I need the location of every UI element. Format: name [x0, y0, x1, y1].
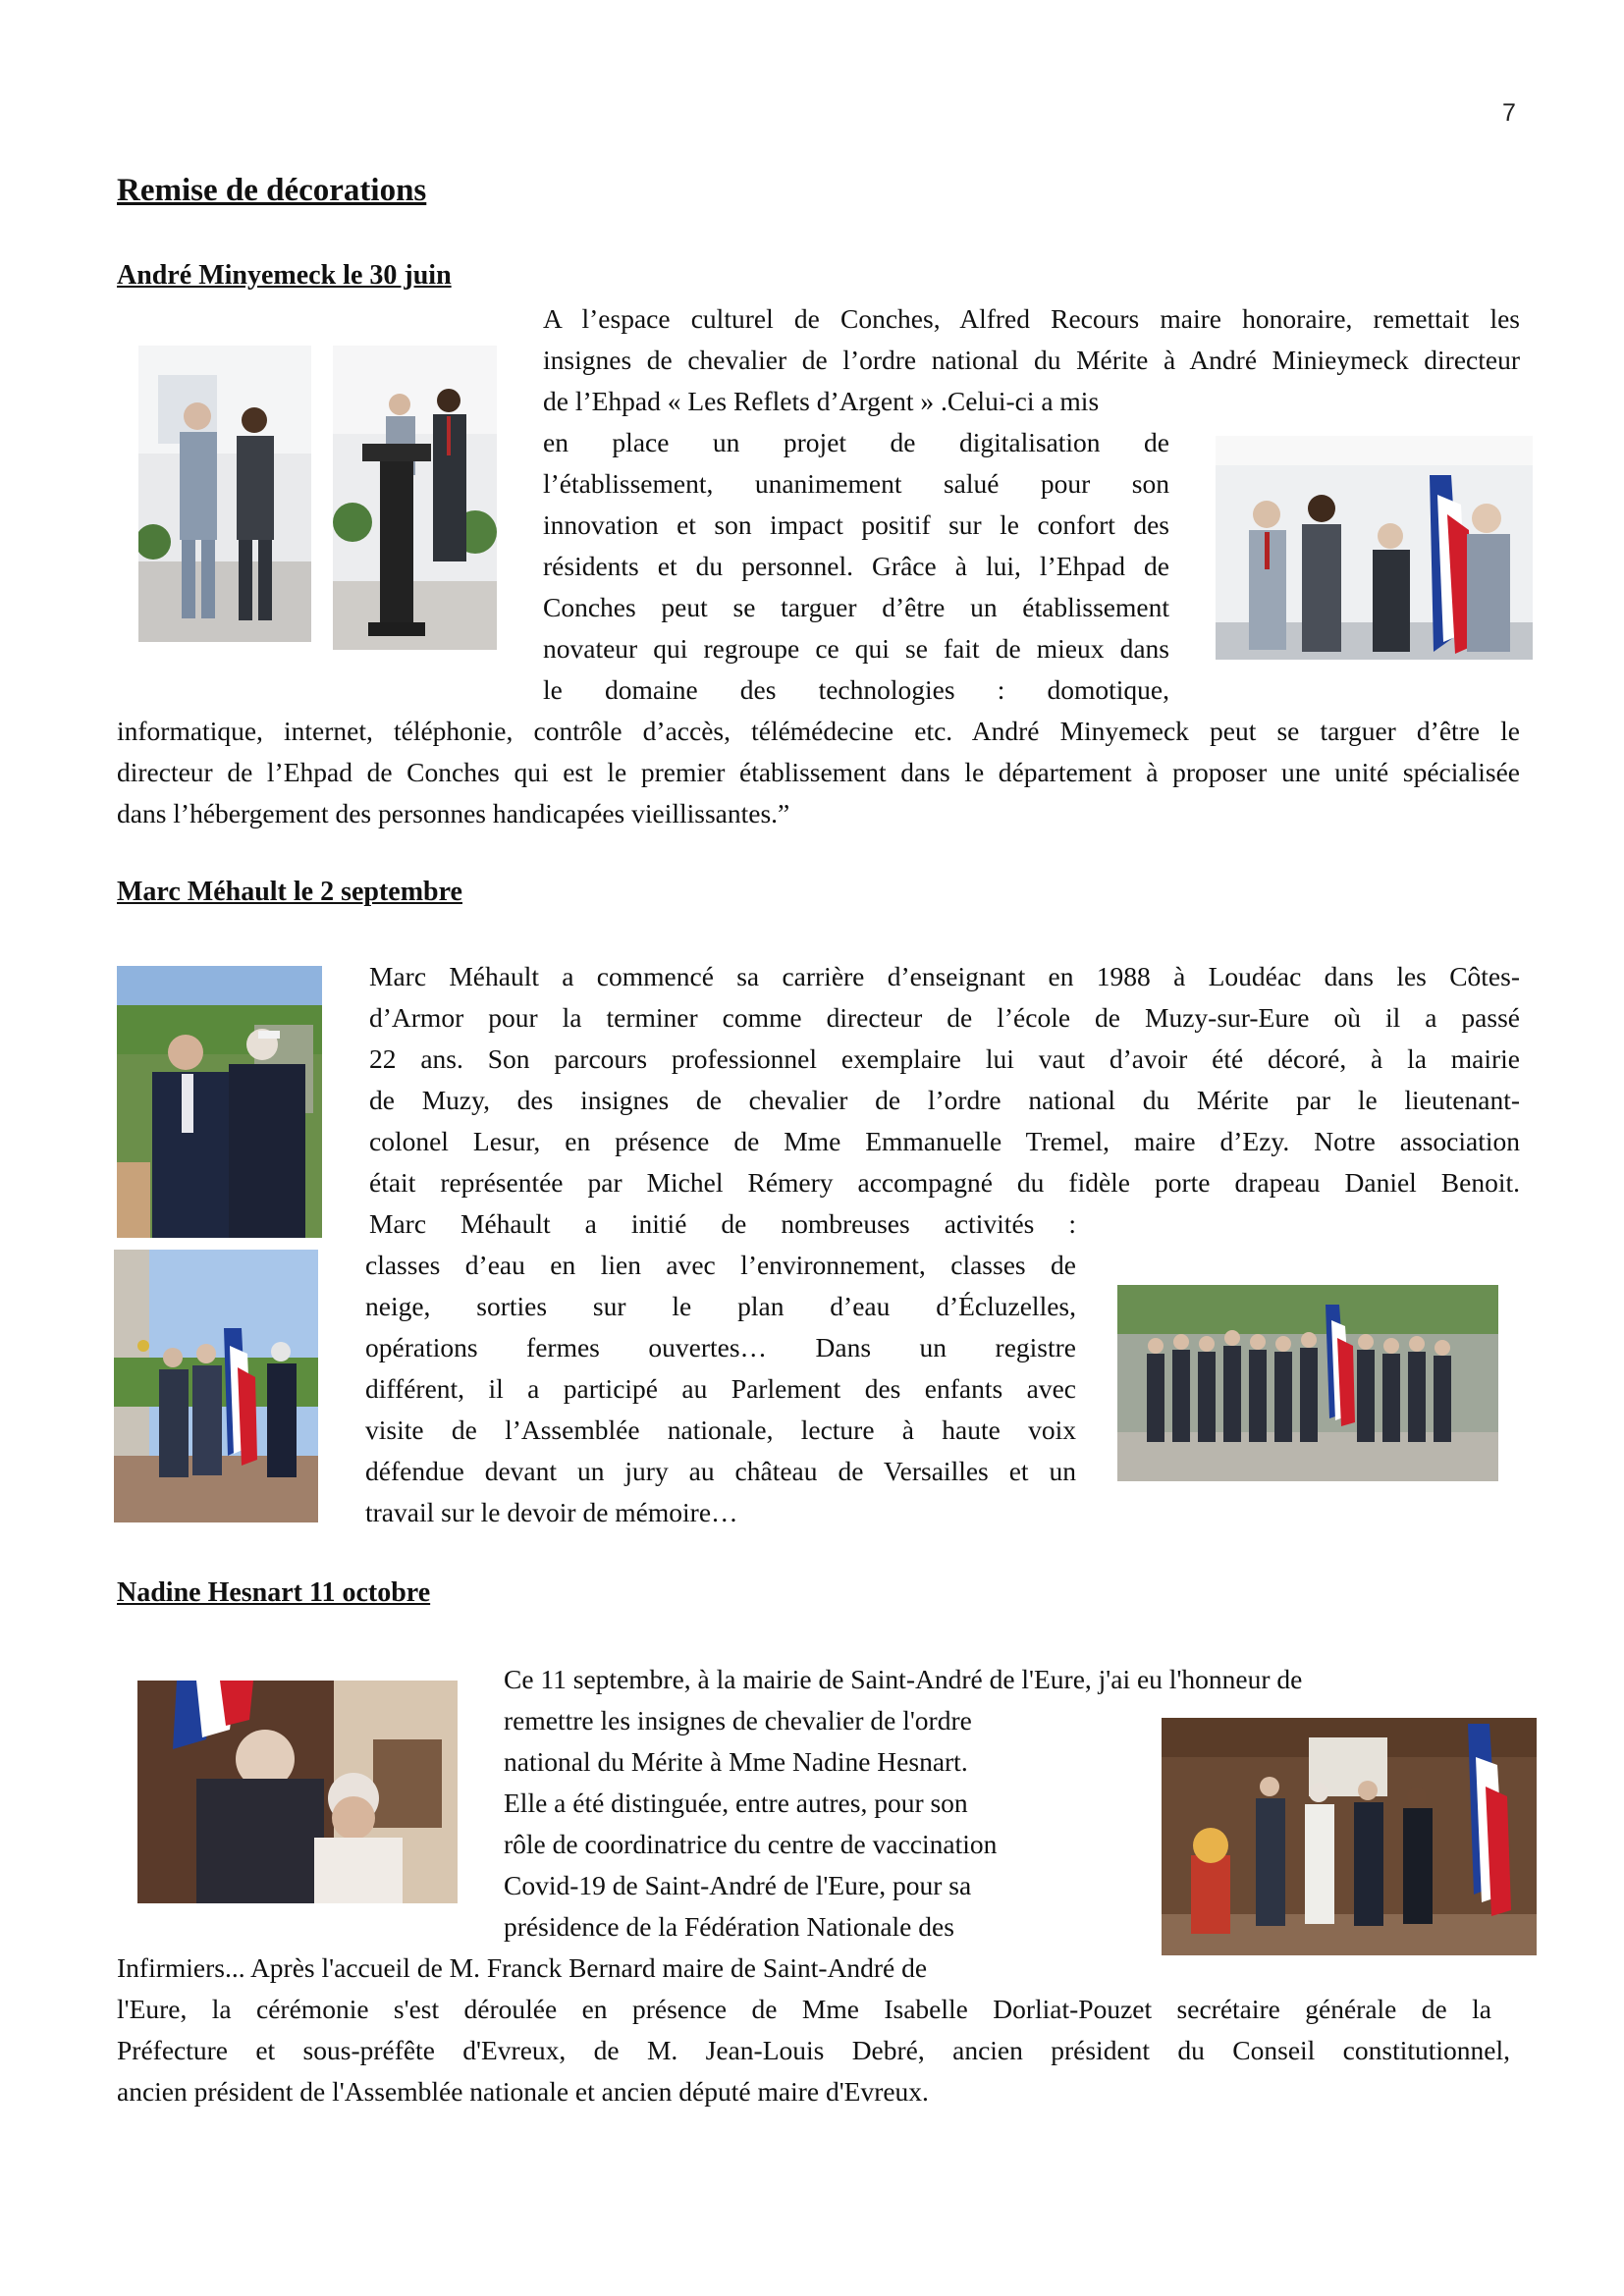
- text-line: visite de l’Assemblée nationale, lecture à haute voix: [365, 1415, 1076, 1445]
- text-line: l’établissement, unanimement salué pour son: [543, 468, 1169, 499]
- text-line: dans l’hébergement des personnes handicapées vieillissantes.”: [117, 798, 790, 828]
- text-line: Covid-19 de Saint-André de l'Eure, pour sa: [504, 1870, 972, 1900]
- photo-large-group: [1117, 1236, 1498, 1481]
- text-line: défendue devant un jury au château de Versailles et un: [365, 1456, 1076, 1486]
- text-line: rôle de coordinatrice du centre de vaccination: [504, 1829, 998, 1859]
- text-line: A l’espace culturel de Conches, Alfred Recours maire honoraire, remettait les: [543, 303, 1520, 334]
- photo-indoor-group-flag: [1162, 1718, 1537, 1955]
- section-heading-mehault: Marc Méhault le 2 septembre: [117, 877, 462, 907]
- text-line: en place un projet de digitalisation de: [543, 427, 1169, 457]
- photo-group-with-flag: [1216, 436, 1533, 660]
- text-line: travail sur le devoir de mémoire…: [365, 1497, 738, 1527]
- text-line: Préfecture et sous-préfête d'Evreux, de M. Jean-Louis Debré, ancien président du Conseil constitutionnel,: [117, 2035, 1510, 2065]
- text-line: ancien président de l'Assemblée nationale et ancien député maire d'Evreux.: [117, 2076, 929, 2107]
- text-line: innovation et son impact positif sur le confort des: [543, 509, 1169, 540]
- text-line: d’Armor pour la terminer comme directeur de l’école de Muzy-sur-Eure où il a passé: [369, 1002, 1520, 1033]
- text-line: l'Eure, la cérémonie s'est déroulée en présence de Mme Isabelle Dorliat-Pouzet secrétaire générale de la: [117, 1994, 1491, 2024]
- text-line: présidence de la Fédération Nationale des: [504, 1911, 954, 1942]
- page-number: 7: [1502, 99, 1516, 127]
- photo-outdoor-decoration: [117, 966, 322, 1238]
- text-line: neige, sorties sur le plan d’eau d’Écluzelles,: [365, 1291, 1076, 1321]
- text-line: était représentée par Michel Rémery accompagné du fidèle porte drapeau Daniel Benoit.: [369, 1167, 1520, 1198]
- text-line: national du Mérite à Mme Nadine Hesnart.: [504, 1746, 968, 1777]
- text-line: novateur qui regroupe ce qui se fait de mieux dans: [543, 633, 1169, 664]
- photo-lectern-speech: [333, 346, 497, 650]
- text-line: 22 ans. Son parcours professionnel exemplaire lui vaut d’avoir été décoré, à la mairie: [369, 1043, 1520, 1074]
- text-line: classes d’eau en lien avec l’environnement, classes de: [365, 1250, 1076, 1280]
- text-line: résidents et du personnel. Grâce à lui, l’Ehpad de: [543, 551, 1169, 581]
- text-line: informatique, internet, téléphonie, contrôle d’accès, télémédecine etc. André Minyemeck peut se targuer d’être le: [117, 716, 1520, 746]
- section-heading-hesnart: Nadine Hesnart 11 octobre: [117, 1577, 431, 1608]
- text-line: Marc Méhault a commencé sa carrière d’enseignant en 1988 à Loudéac dans les Côtes-: [369, 961, 1520, 991]
- photo-medal-pinning: [137, 1681, 458, 1903]
- text-line: le domaine des technologies : domotique,: [543, 674, 1169, 705]
- text-line: Conches peut se targuer d’être un établissement: [543, 592, 1169, 622]
- text-line: de l’Ehpad « Les Reflets d’Argent » .Celui-ci a mis: [543, 386, 1100, 416]
- photo-medal-ceremony-1: [138, 346, 311, 642]
- text-line: remettre les insignes de chevalier de l'ordre: [504, 1705, 972, 1735]
- text-line: Ce 11 septembre, à la mairie de Saint-André de l'Eure, j'ai eu l'honneur de: [504, 1664, 1303, 1694]
- text-line: insignes de chevalier de l’ordre national du Mérite à André Minieymeck directeur: [543, 345, 1520, 375]
- text-line: colonel Lesur, en présence de Mme Emmanuelle Tremel, maire d’Ezy. Notre association: [369, 1126, 1520, 1156]
- text-line: Infirmiers... Après l'accueil de M. Franck Bernard maire de Saint-André de: [117, 1952, 928, 1983]
- text-line: directeur de l’Ehpad de Conches qui est le premier établissement dans le département à proposer une unité spécialisée: [117, 757, 1520, 787]
- text-line: différent, il a participé au Parlement des enfants avec: [365, 1373, 1076, 1404]
- section-heading-minyemeck: André Minyemeck le 30 juin: [117, 260, 452, 291]
- text-line: Marc Méhault a initié de nombreuses activités :: [369, 1208, 1076, 1239]
- photo-terrace-flag-group: [114, 1250, 318, 1522]
- text-line: Elle a été distinguée, entre autres, pour son: [504, 1788, 968, 1818]
- text-line: opérations fermes ouvertes… Dans un registre: [365, 1332, 1076, 1362]
- page-title: Remise de décorations: [117, 173, 427, 208]
- text-line: de Muzy, des insignes de chevalier de l’ordre national du Mérite par le lieutenant-: [369, 1085, 1520, 1115]
